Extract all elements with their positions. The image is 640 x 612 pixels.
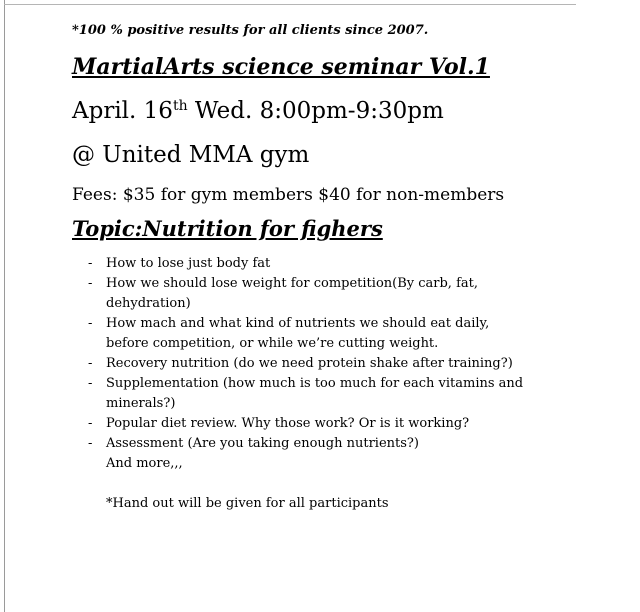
seminar-location: @ United MMA gym: [72, 142, 310, 168]
list-dash: -: [88, 276, 93, 291]
date-prefix: April. 16: [72, 98, 173, 124]
date-time: Wed. 8:00pm-9:30pm: [187, 98, 444, 124]
list-dash: -: [88, 436, 93, 451]
list-dash: -: [88, 416, 93, 431]
page-edge-top: [4, 4, 576, 5]
list-item: [88, 354, 528, 374]
and-more-text: And more,,,: [106, 456, 183, 471]
list-dash: -: [88, 256, 93, 271]
list-item-text: How mach and what kind of nutrients we should eat daily, before competition, or while we’re cutting weight.: [106, 316, 490, 351]
seminar-title: MartialArts science seminar Vol.1: [72, 54, 490, 80]
list-item-text: Assessment (Are you taking enough nutrients?): [106, 436, 419, 451]
list-item-text: Popular diet review. Why those work? Or is it working?: [106, 416, 470, 431]
topic-list: [88, 254, 528, 454]
list-dash: -: [88, 356, 93, 371]
seminar-date: [72, 96, 592, 126]
date-ordinal: th: [172, 98, 188, 114]
list-item: [88, 414, 528, 434]
list-item-text: Recovery nutrition (do we need protein shake after training?): [106, 356, 513, 371]
handout-note: *Hand out will be given for all participants: [106, 496, 389, 511]
topic-heading: Topic:Nutrition for fighers: [72, 216, 383, 241]
list-dash: -: [88, 316, 93, 331]
list-item-text: How to lose just body fat: [106, 256, 271, 271]
list-item: [88, 314, 528, 354]
results-note: *100 % positive results for all clients since 2007.: [72, 23, 429, 38]
page-edge: [4, 0, 5, 612]
document-body: [72, 18, 592, 514]
list-dash: -: [88, 376, 93, 391]
list-item: [88, 434, 528, 454]
seminar-fees: Fees: $35 for gym members $40 for non-members: [72, 185, 505, 205]
list-item: [88, 254, 528, 274]
list-item: [88, 274, 528, 314]
list-item: [88, 374, 528, 414]
list-item-text: Supplementation (how much is too much for each vitamins and minerals?): [106, 376, 524, 411]
list-item-text: How we should lose weight for competition(By carb, fat, dehydration): [106, 276, 478, 311]
